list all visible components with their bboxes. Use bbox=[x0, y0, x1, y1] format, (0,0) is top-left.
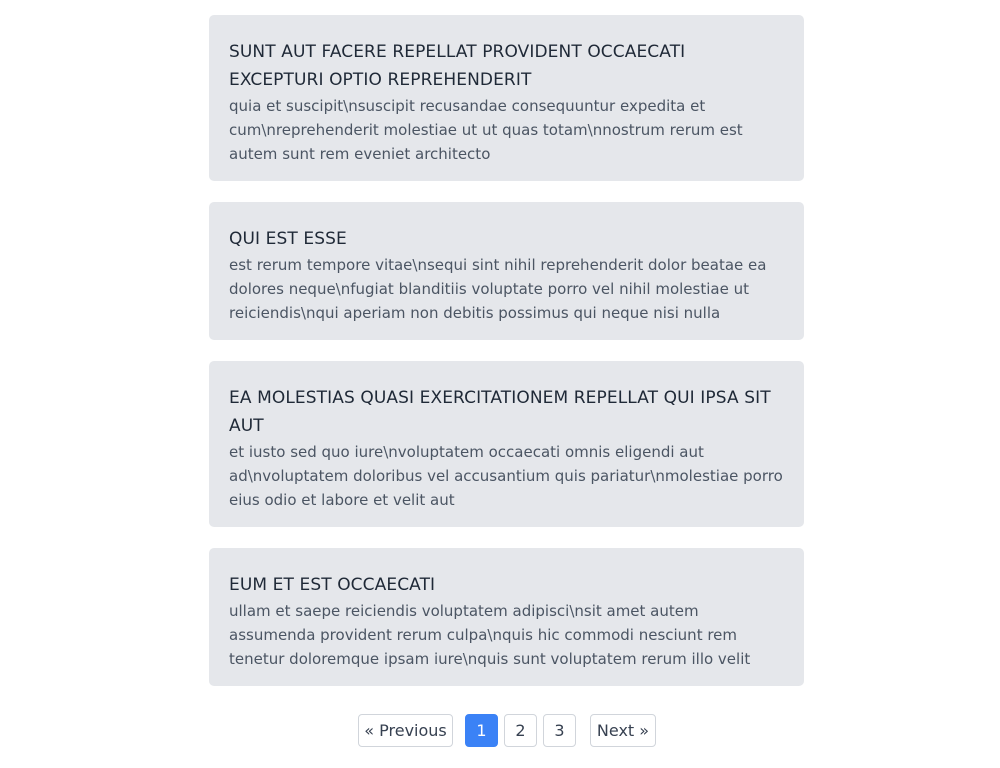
post-body: et iusto sed quo iure\nvoluptatem occaecati omnis eligendi aut ad\nvoluptatem doloribus vel accusantium quis pariatur\nmolestiae porro eius odio et labore et velit aut bbox=[229, 443, 783, 509]
post-body: est rerum tempore vitae\nsequi sint nihil reprehenderit dolor beatae ea dolores neque\nfugiat blanditiis voluptate porro vel nihil molestiae ut reiciendis\nqui aperiam non debitis possimus qui neque nisi nulla bbox=[229, 256, 767, 322]
page-3-button[interactable]: 3 bbox=[543, 714, 576, 747]
post-body: ullam et saepe reiciendis voluptatem adipisci\nsit amet autem assumenda provident rerum culpa\nquis hic commodi nesciunt rem tenetur doloremque ipsam iure\nquis sunt voluptatem rerum illo velit bbox=[229, 602, 751, 668]
page-1-button[interactable]: 1 bbox=[465, 714, 498, 747]
post-body: quia et suscipit\nsuscipit recusandae consequuntur expedita et cum\nreprehenderit molestiae ut ut quas totam\nnostrum rerum est autem sunt rem eveniet architecto bbox=[229, 97, 743, 163]
post-title: EA MOLESTIAS QUASI EXERCITATIONEM REPELLAT QUI IPSA SIT AUT bbox=[229, 388, 771, 436]
post-card bbox=[209, 15, 804, 181]
post-card bbox=[209, 361, 804, 527]
post-card bbox=[209, 202, 804, 340]
post-card bbox=[209, 548, 804, 686]
previous-page-button[interactable]: « Previous bbox=[358, 714, 453, 747]
page-2-button[interactable]: 2 bbox=[504, 714, 537, 747]
pagination bbox=[358, 714, 656, 747]
next-page-button[interactable]: Next » bbox=[590, 714, 656, 747]
post-list bbox=[209, 15, 804, 707]
post-title: QUI EST ESSE bbox=[229, 229, 347, 249]
post-title: EUM ET EST OCCAECATI bbox=[229, 575, 436, 595]
post-title: SUNT AUT FACERE REPELLAT PROVIDENT OCCAECATI EXCEPTURI OPTIO REPREHENDERIT bbox=[229, 42, 686, 90]
